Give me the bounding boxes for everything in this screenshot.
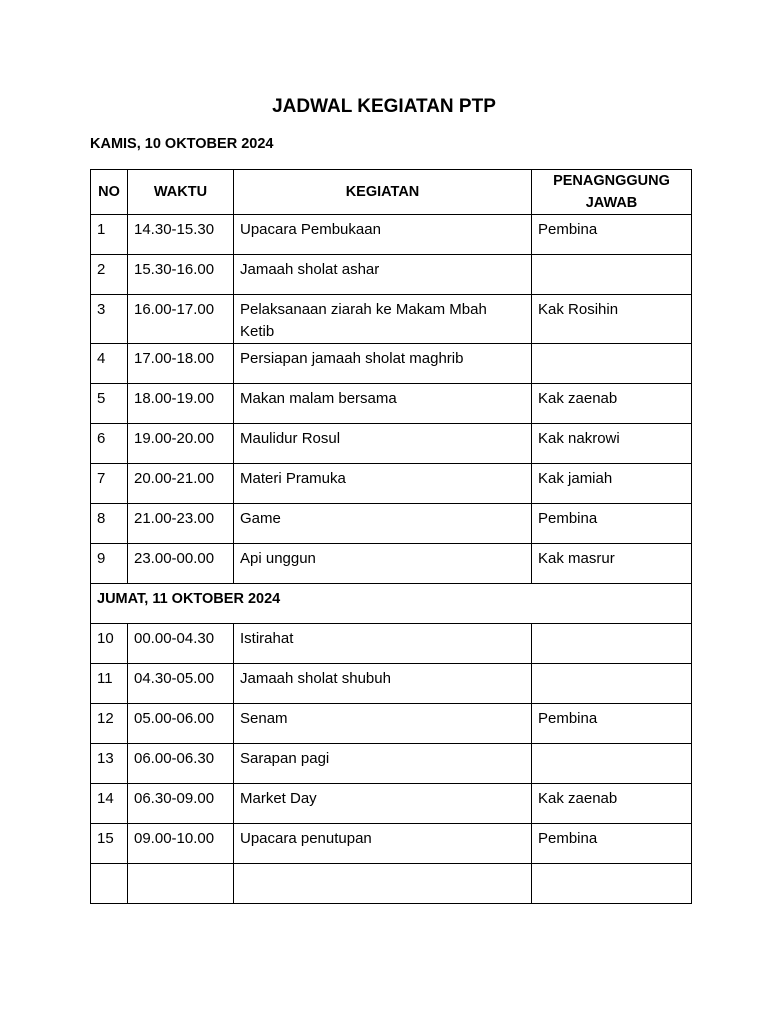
table-row bbox=[91, 255, 692, 295]
cell-no: 7 bbox=[91, 464, 128, 504]
day2-section-row bbox=[91, 584, 692, 624]
table-row bbox=[91, 744, 692, 784]
cell-responsible: Kak jamiah bbox=[532, 464, 692, 504]
cell-activity: Upacara Pembukaan bbox=[234, 215, 532, 255]
cell-activity: Api unggun bbox=[234, 544, 532, 584]
cell-no: 12 bbox=[91, 704, 128, 744]
cell-activity: Jamaah sholat shubuh bbox=[234, 664, 532, 704]
cell-responsible: Kak zaenab bbox=[532, 784, 692, 824]
table-row bbox=[91, 464, 692, 504]
cell-activity: Makan malam bersama bbox=[234, 384, 532, 424]
cell-no: 1 bbox=[91, 215, 128, 255]
day2-heading: JUMAT, 11 OKTOBER 2024 bbox=[91, 584, 692, 624]
cell-no: 4 bbox=[91, 344, 128, 384]
cell-time: 04.30-05.00 bbox=[128, 664, 234, 704]
cell-responsible bbox=[532, 624, 692, 664]
cell-no: 5 bbox=[91, 384, 128, 424]
table-row bbox=[91, 504, 692, 544]
table-row bbox=[91, 215, 692, 255]
cell-no: 8 bbox=[91, 504, 128, 544]
cell-activity: Market Day bbox=[234, 784, 532, 824]
cell-responsible: Kak nakrowi bbox=[532, 424, 692, 464]
cell-responsible: Pembina bbox=[532, 504, 692, 544]
cell-responsible bbox=[532, 864, 692, 904]
cell-responsible bbox=[532, 744, 692, 784]
cell-no: 3 bbox=[91, 295, 128, 344]
cell-time: 20.00-21.00 bbox=[128, 464, 234, 504]
cell-responsible: Kak zaenab bbox=[532, 384, 692, 424]
cell-responsible: Kak masrur bbox=[532, 544, 692, 584]
column-header-activity: KEGIATAN bbox=[234, 170, 532, 215]
cell-responsible bbox=[532, 344, 692, 384]
cell-responsible: Pembina bbox=[532, 215, 692, 255]
table-row bbox=[91, 344, 692, 384]
cell-no: 11 bbox=[91, 664, 128, 704]
table-row-empty bbox=[91, 864, 692, 904]
table-row bbox=[91, 384, 692, 424]
table-row bbox=[91, 664, 692, 704]
cell-no: 10 bbox=[91, 624, 128, 664]
cell-time: 23.00-00.00 bbox=[128, 544, 234, 584]
table-row bbox=[91, 784, 692, 824]
cell-activity: Istirahat bbox=[234, 624, 532, 664]
cell-responsible: Kak Rosihin bbox=[532, 295, 692, 344]
cell-responsible bbox=[532, 255, 692, 295]
cell-time: 19.00-20.00 bbox=[128, 424, 234, 464]
cell-responsible: Pembina bbox=[532, 704, 692, 744]
cell-responsible bbox=[532, 664, 692, 704]
column-header-no: NO bbox=[91, 170, 128, 215]
cell-activity: Persiapan jamaah sholat maghrib bbox=[234, 344, 532, 384]
cell-time: 17.00-18.00 bbox=[128, 344, 234, 384]
cell-activity: Game bbox=[234, 504, 532, 544]
cell-no: 2 bbox=[91, 255, 128, 295]
cell-activity: Upacara penutupan bbox=[234, 824, 532, 864]
cell-time: 05.00-06.00 bbox=[128, 704, 234, 744]
cell-time: 14.30-15.30 bbox=[128, 215, 234, 255]
cell-time: 21.00-23.00 bbox=[128, 504, 234, 544]
column-header-responsible: PENAGNGGUNG JAWAB bbox=[532, 170, 692, 215]
table-row bbox=[91, 295, 692, 344]
table-row bbox=[91, 824, 692, 864]
table-row bbox=[91, 624, 692, 664]
table-row bbox=[91, 704, 692, 744]
cell-activity: Materi Pramuka bbox=[234, 464, 532, 504]
cell-activity: Sarapan pagi bbox=[234, 744, 532, 784]
cell-activity: Jamaah sholat ashar bbox=[234, 255, 532, 295]
cell-activity bbox=[234, 864, 532, 904]
schedule-table bbox=[90, 169, 692, 904]
cell-time: 18.00-19.00 bbox=[128, 384, 234, 424]
document-title: JADWAL KEGIATAN PTP bbox=[272, 96, 496, 117]
cell-no: 6 bbox=[91, 424, 128, 464]
cell-time bbox=[128, 864, 234, 904]
cell-activity: Maulidur Rosul bbox=[234, 424, 532, 464]
cell-time: 00.00-04.30 bbox=[128, 624, 234, 664]
column-header-time: WAKTU bbox=[128, 170, 234, 215]
cell-time: 15.30-16.00 bbox=[128, 255, 234, 295]
cell-no: 13 bbox=[91, 744, 128, 784]
cell-activity: Pelaksanaan ziarah ke Makam Mbah Ketib bbox=[234, 295, 532, 344]
cell-time: 09.00-10.00 bbox=[128, 824, 234, 864]
table-row bbox=[91, 424, 692, 464]
day1-heading: KAMIS, 10 OKTOBER 2024 bbox=[90, 136, 274, 152]
table-header-row bbox=[91, 170, 692, 215]
cell-no bbox=[91, 864, 128, 904]
cell-time: 16.00-17.00 bbox=[128, 295, 234, 344]
cell-responsible: Pembina bbox=[532, 824, 692, 864]
cell-no: 9 bbox=[91, 544, 128, 584]
cell-activity: Senam bbox=[234, 704, 532, 744]
cell-no: 14 bbox=[91, 784, 128, 824]
cell-time: 06.00-06.30 bbox=[128, 744, 234, 784]
table-row bbox=[91, 544, 692, 584]
cell-time: 06.30-09.00 bbox=[128, 784, 234, 824]
cell-no: 15 bbox=[91, 824, 128, 864]
